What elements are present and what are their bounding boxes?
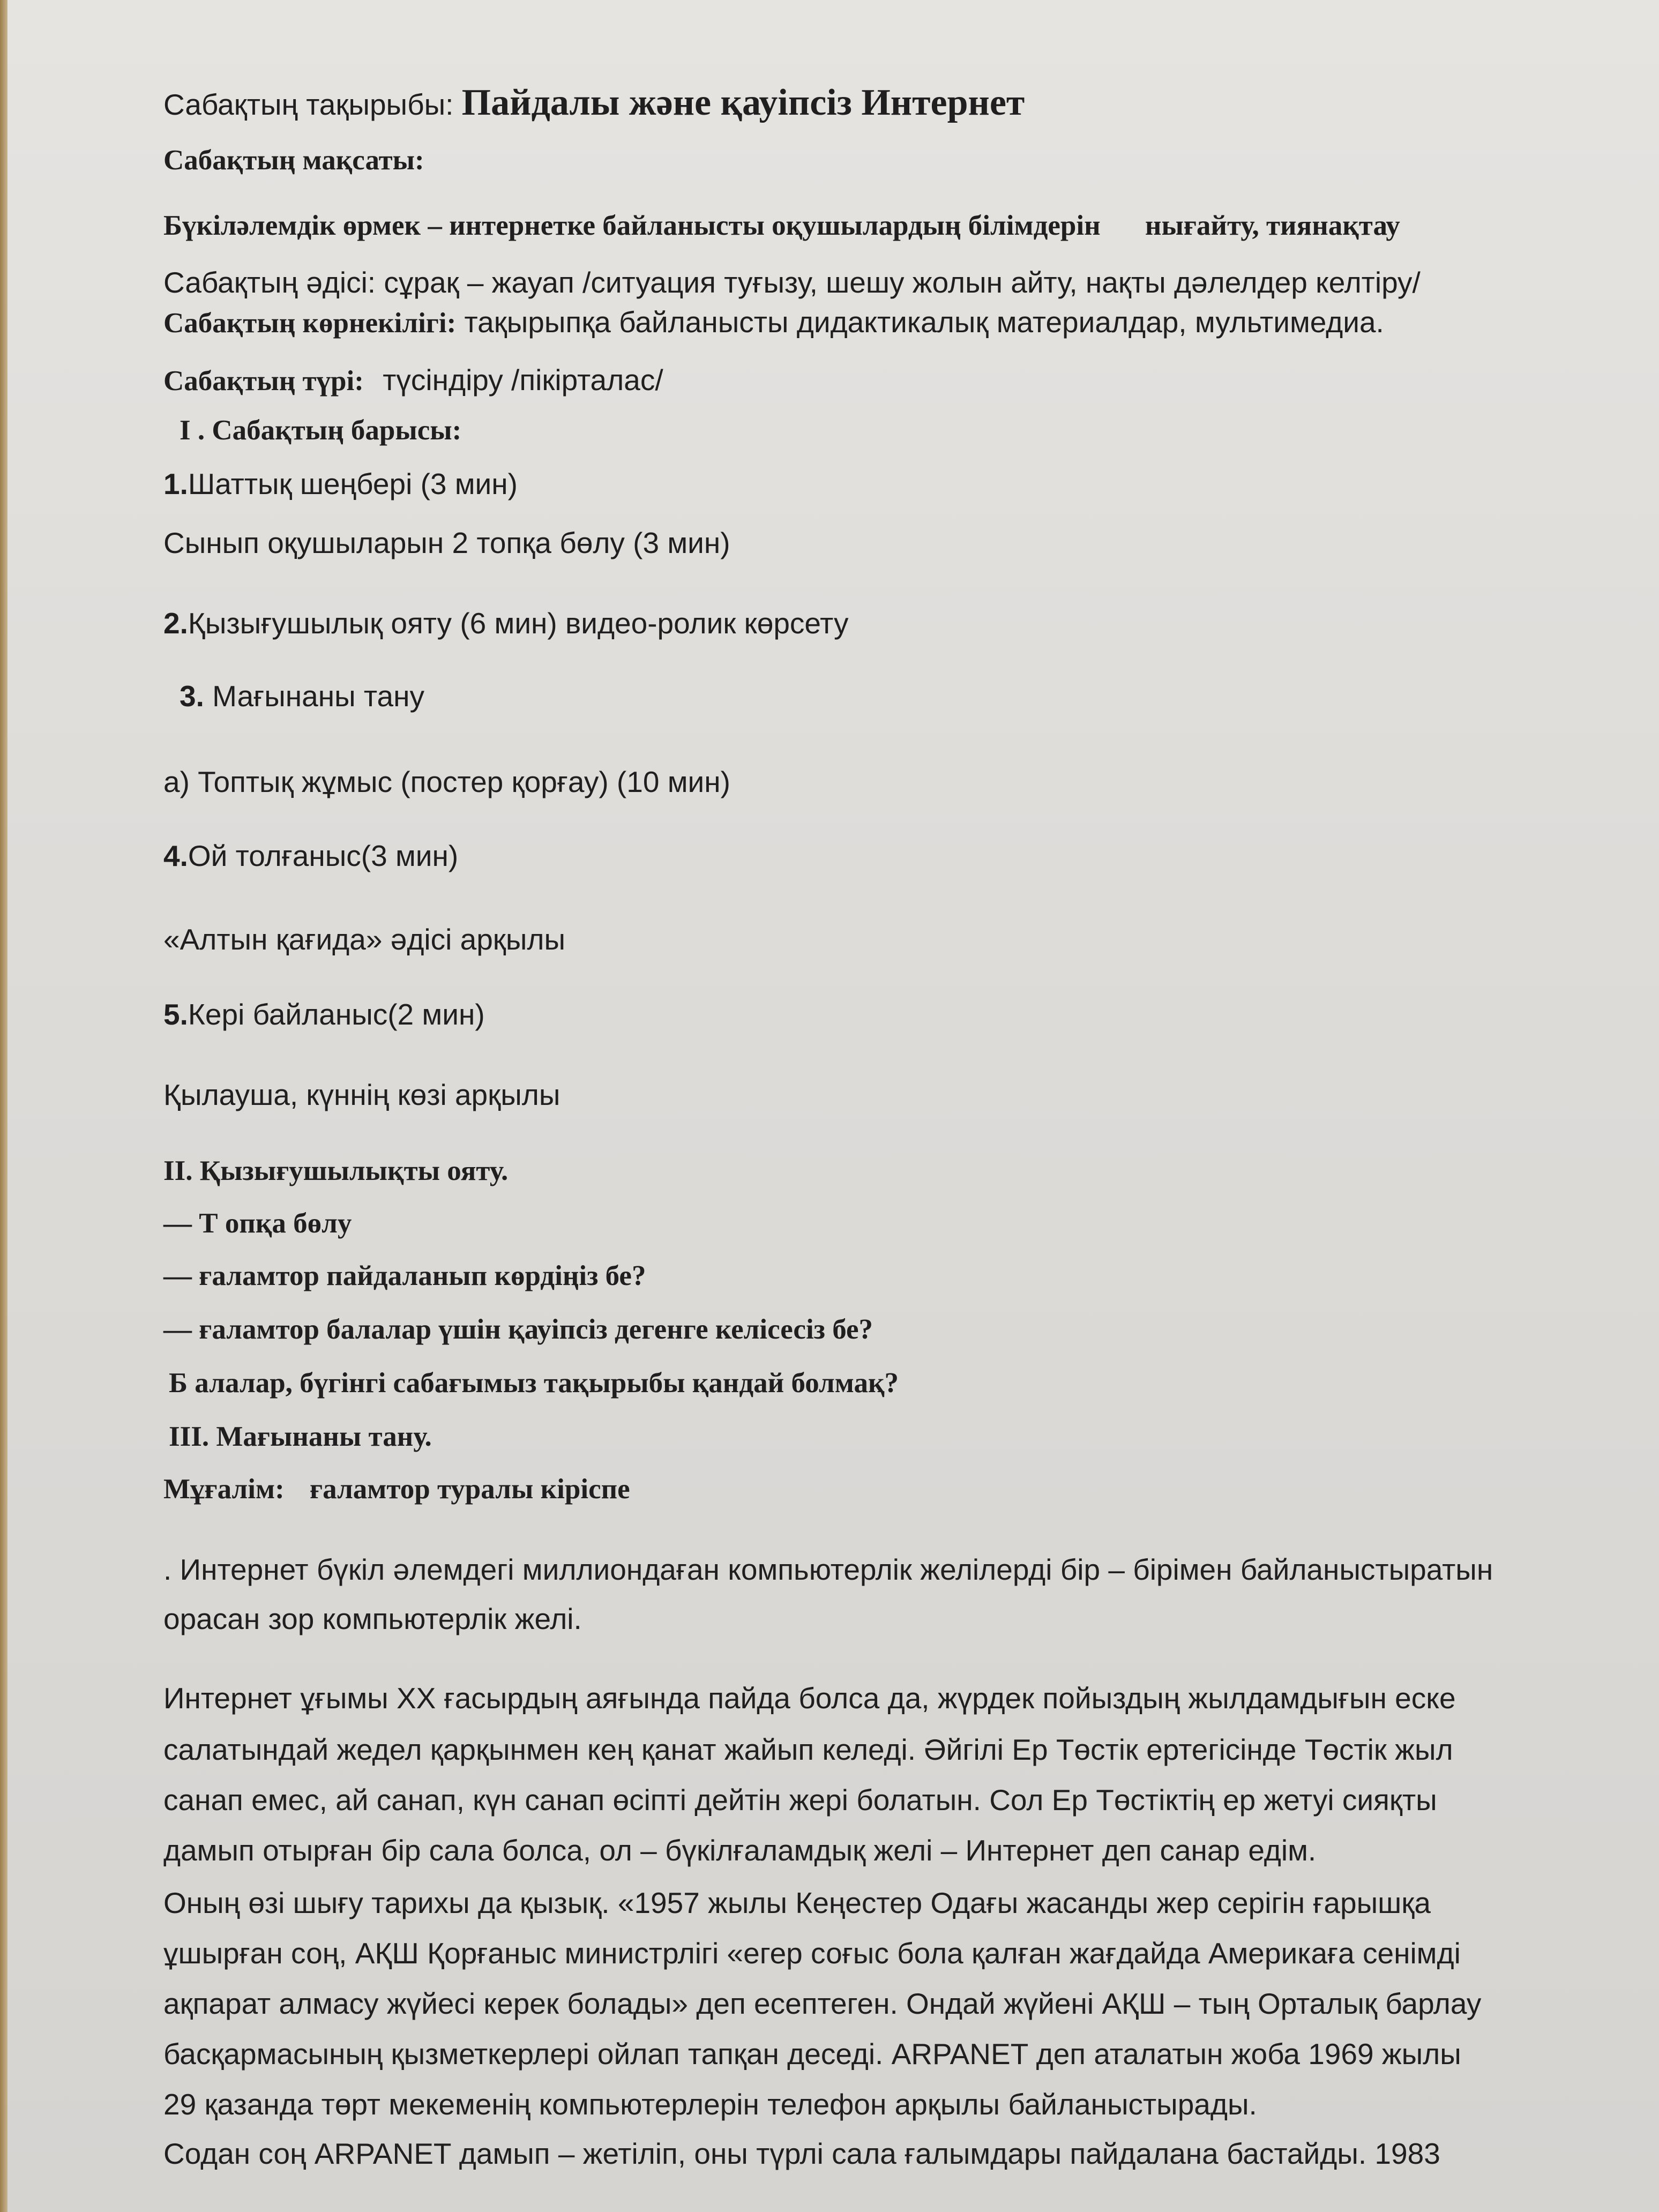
paragraph-3-line-4: басқармасының қызметкерлері ойлап тапқан деседі. ARPANET деп аталатын жоба 1969 жылы bbox=[163, 2037, 1461, 2071]
step-1-sub: Сынып оқушыларын 2 топқа бөлу (3 мин) bbox=[163, 526, 730, 559]
step-5 bbox=[163, 997, 485, 1032]
paragraph-1-line-1: . Интернет бүкіл әлемдегі миллиондаған компьютерлік желілерді бір – бірімен байланыстыратын bbox=[163, 1553, 1493, 1586]
step-4 bbox=[163, 838, 458, 873]
step-2-text: Қызығушылық ояту (6 мин) видео-ролик көрсету bbox=[188, 607, 849, 640]
visual-label: Сабақтың көрнекілігі: bbox=[163, 308, 457, 339]
type-text: түсіндіру /пікірталас/ bbox=[383, 363, 663, 397]
goal-text-a: Бүкіләлемдік өрмек – интернетке байланысты оқушылардың білімдерін bbox=[163, 210, 1101, 241]
dash-item-3: — ғаламтор балалар үшін қауіпсіз дегенге келісесіз бе? bbox=[163, 1314, 873, 1345]
visual-text: тақырыпқа байланысты дидактикалық материалдар, мультимедиа. bbox=[464, 305, 1384, 339]
paragraph-3-line-5: 29 қазанда төрт мекеменің компьютерлерін телефон арқылы байланыстырады. bbox=[163, 2088, 1257, 2121]
step-4-sub: «Алтын қағида» әдісі арқылы bbox=[163, 923, 566, 956]
step-4-number: 4. bbox=[163, 839, 188, 872]
part-2-heading: ІІ. Қызығушылықты ояту. bbox=[163, 1155, 509, 1186]
teacher-label: Мұғалім: bbox=[163, 1474, 285, 1505]
step-3-text: Мағынаны тану bbox=[212, 679, 424, 713]
dash-item-1: — Т опқа бөлу bbox=[163, 1208, 352, 1239]
step-5-text: Кері байланыс(2 мин) bbox=[188, 998, 485, 1031]
step-5-number: 5. bbox=[163, 998, 188, 1031]
topic-title: Пайдалы және қауіпсіз Интернет bbox=[461, 82, 1025, 123]
method-line: Сабақтың әдісі: сұрақ – жауап /ситуация туғызу, шешу жолын айту, нақты дәлелдер келтіру/ bbox=[163, 266, 1421, 299]
type-label: Сабақтың түрі: bbox=[163, 365, 364, 397]
paragraph-2-line-4: дамып отырған бір сала болса, ол – бүкілғаламдық желі – Интернет деп санар едім. bbox=[163, 1834, 1317, 1867]
goal-text-b: нығайту, тиянақтау bbox=[1145, 210, 1400, 241]
paragraph-2-line-1: Интернет ұғымы ХХ ғасырдың аяғында пайда болса да, жүрдек пойыздың жылдамдығын еске bbox=[163, 1682, 1456, 1715]
paragraph-2-line-3: санап емес, ай санап, күн санап өсіпті дейтін жері болатын. Сол Ер Төстіктің ер жетуі сияқты bbox=[163, 1783, 1437, 1817]
step-1-text: Шаттық шеңбері (3 мин) bbox=[188, 467, 518, 500]
visual-line bbox=[163, 304, 1384, 341]
question-line: Б алалар, бүгінгі сабағымыз тақырыбы қандай болмақ? bbox=[169, 1367, 899, 1399]
paragraph-4-line-1: Содан соң ARPANET дамып – жетіліп, оны түрлі сала ғалымдары пайдалана бастайды. 1983 bbox=[163, 2137, 1440, 2170]
type-line bbox=[163, 362, 663, 399]
step-4-text: Ой толғаныс(3 мин) bbox=[188, 839, 459, 872]
goal-text-line bbox=[163, 209, 1400, 243]
paragraph-3-line-3: ақпарат алмасу жүйесі керек болады» деп есептеген. Ондай жүйені АҚШ – тың Орталық барлау bbox=[163, 1987, 1482, 2020]
paragraph-3-line-2: ұшырған соң, АҚШ Қорғаныс министрлігі «егер соғыс бола қалған жағдайда Америкаға сенімді bbox=[163, 1937, 1461, 1970]
paragraph-3-line-1: Оның өзі шығу тарихы да қызық. «1957 жылы Кеңестер Одағы жасанды жер серігін ғарышқа bbox=[163, 1886, 1431, 1919]
page-edge bbox=[0, 0, 8, 2212]
step-3-number: 3. bbox=[180, 679, 204, 713]
paragraph-2-line-2: салатындай жедел қарқынмен кең қанат жайып келеді. Әйгілі Ер Төстік ертегісінде Төстік жыл bbox=[163, 1733, 1453, 1766]
step-2-number: 2. bbox=[163, 607, 188, 640]
teacher-line bbox=[163, 1473, 630, 1507]
step-1 bbox=[163, 466, 518, 502]
step-2 bbox=[163, 606, 849, 641]
dash-item-2: — ғаламтор пайдаланып көрдіңіз бе? bbox=[163, 1260, 646, 1291]
goal-label: Сабақтың мақсаты: bbox=[163, 145, 424, 176]
step-5-sub: Қылауша, күннің көзі арқылы bbox=[163, 1078, 561, 1111]
topic-label: Сабақтың тақырыбы: bbox=[163, 88, 454, 121]
progress-heading: І . Сабақтың барысы: bbox=[180, 415, 462, 446]
lesson-topic-line bbox=[163, 80, 1025, 125]
part-3-heading: ІІІ. Мағынаны тану. bbox=[169, 1421, 432, 1452]
paragraph-1-line-2: орасан зор компьютерлік желі. bbox=[163, 1602, 582, 1635]
teacher-text: ғаламтор туралы кіріспе bbox=[310, 1474, 630, 1505]
step-3-sub: а) Топтық жұмыс (постер қорғау) (10 мин) bbox=[163, 765, 730, 798]
step-1-number: 1. bbox=[163, 467, 188, 500]
step-3 bbox=[180, 678, 424, 714]
